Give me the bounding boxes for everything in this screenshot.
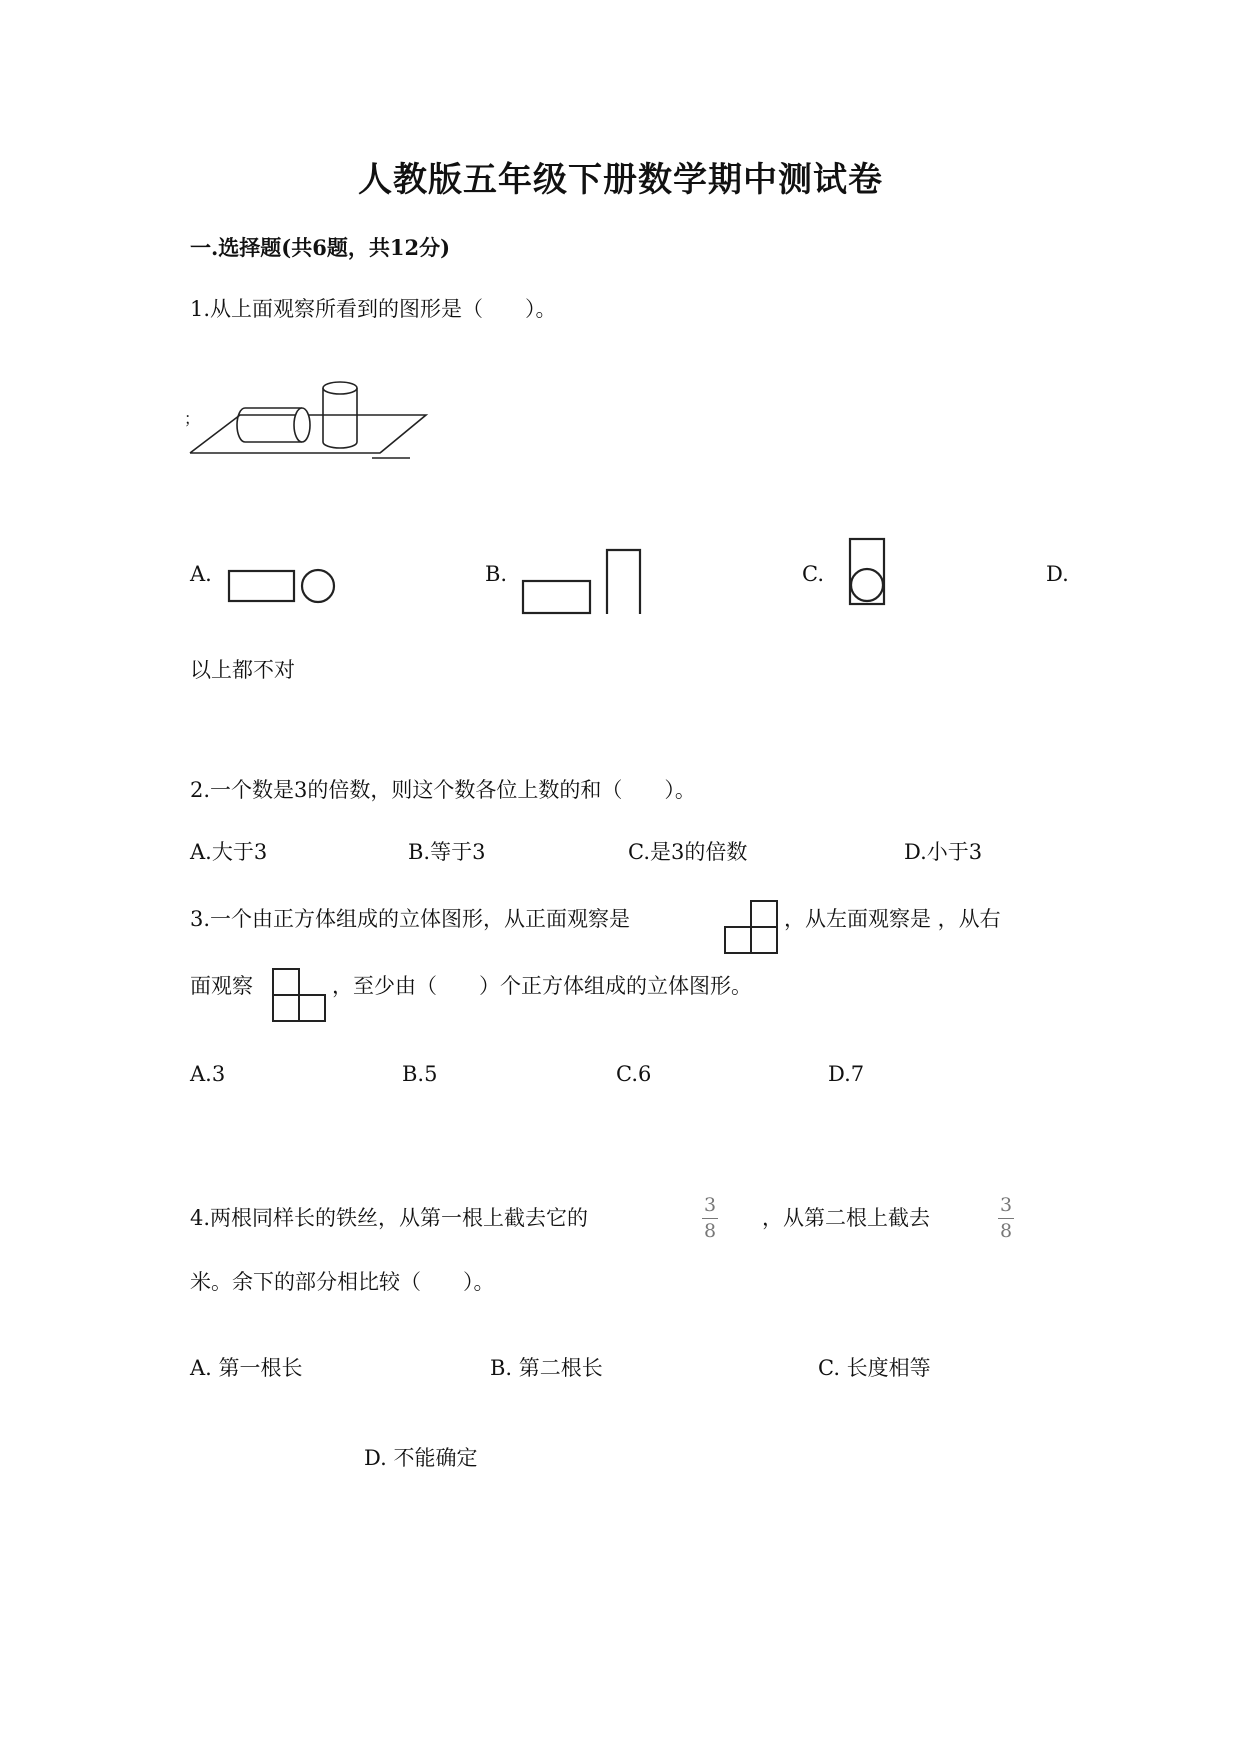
q4-option-d[interactable]: D. 不能确定	[364, 1446, 478, 1470]
q1-option-b-figure	[522, 548, 642, 616]
q3-option-c[interactable]: C.6	[616, 1062, 652, 1086]
q1-option-b-label[interactable]: B.	[485, 562, 508, 586]
q3-option-b[interactable]: B.5	[402, 1062, 438, 1086]
q4-fraction-2-denominator: 8	[999, 1220, 1013, 1242]
q1-option-c-label[interactable]: C.	[802, 562, 824, 586]
q3-option-a[interactable]: A.3	[190, 1062, 226, 1086]
q4-text-part2: ，从第二根上截去	[762, 1206, 930, 1230]
q3-option-d[interactable]: D.7	[828, 1062, 865, 1086]
q2-option-a[interactable]: A.大于3	[190, 840, 268, 864]
q4-fraction-1-numerator: 3	[703, 1194, 717, 1216]
q4-fraction-2	[998, 1196, 1014, 1241]
q3-front-view-figure	[724, 900, 780, 956]
q4-option-b[interactable]: B. 第二根长	[490, 1356, 603, 1380]
q3-right-view-figure	[272, 968, 330, 1026]
q3-text-part2: ，从左面观察是 ，从右	[784, 907, 1001, 931]
q1-stem: 1.从上面观察所看到的图形是（ ）。	[190, 297, 557, 321]
q4-fraction-1	[702, 1196, 718, 1241]
q2-option-c[interactable]: C.是3的倍数	[628, 840, 748, 864]
section-heading: 一.选择题(共6题，共12分)	[190, 235, 451, 260]
q4-text-part1: 4.两根同样长的铁丝，从第一根上截去它的	[190, 1206, 589, 1230]
q4-option-a[interactable]: A. 第一根长	[190, 1356, 303, 1380]
q4-fraction-2-numerator: 3	[999, 1194, 1013, 1216]
q2-option-d[interactable]: D.小于3	[904, 840, 983, 864]
q3-text-part3: 面观察	[190, 974, 253, 998]
q4-fraction-1-denominator: 8	[703, 1220, 717, 1242]
q1-option-a-figure	[228, 565, 340, 605]
q2-option-b[interactable]: B.等于3	[408, 840, 486, 864]
q3-text-part4: ，至少由（ ）个正方体组成的立体图形。	[332, 974, 752, 998]
q2-stem: 2.一个数是3的倍数，则这个数各位上数的和（ ）。	[190, 778, 696, 802]
q1-option-a-label[interactable]: A.	[190, 562, 212, 586]
q1-option-c-figure	[848, 537, 888, 607]
q1-solid-figure	[190, 380, 430, 460]
q1-option-d-label[interactable]: D.	[1046, 562, 1069, 586]
q1-figure-mark: ；	[184, 409, 201, 428]
page-title: 人教版五年级下册数学期中测试卷	[358, 160, 883, 200]
q4-option-c[interactable]: C. 长度相等	[818, 1356, 931, 1380]
q1-option-d-text: 以上都不对	[190, 658, 295, 682]
q4-text-part3: 米。余下的部分相比较（ ）。	[190, 1270, 495, 1294]
q3-text-part1: 3.一个由正方体组成的立体图形，从正面观察是	[190, 907, 631, 931]
